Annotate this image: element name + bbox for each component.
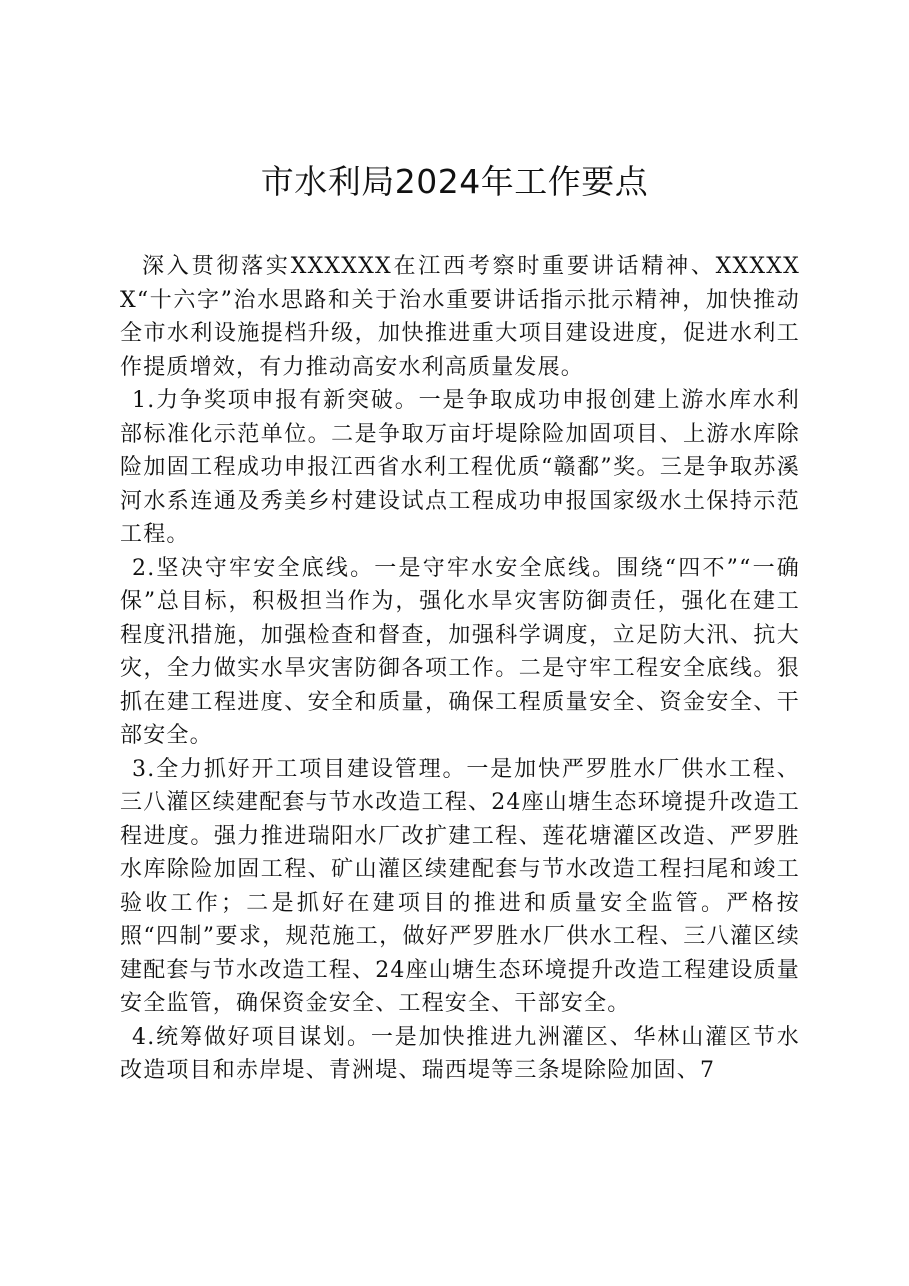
item-paragraph-4: 4.统筹做好项目谋划。一是加快推进九洲灌区、华林山灌区节水改造项目和赤岸堤、青洲堤、瑞西堤等三条堤除险加固、7	[120, 1024, 800, 1083]
item-paragraph-2: 2.坚决守牢安全底线。一是守牢水安全底线。围绕“四不”“一确保”总目标，积极担当作为，强化水旱灾害防御责任，强化在建工程度汛措施，加强检查和督查，加强科学调度，立足防大汛、抗大灾，全力做实水旱灾害防御各项工作。二是守牢工程安全底线。狠抓在建工程进度、安全和质量，确保工程质量安全、资金安全、干部安全。	[120, 555, 800, 748]
document-body	[120, 250, 800, 1088]
item-paragraph-1: 1.力争奖项申报有新突破。一是争取成功申报创建上游水库水利部标准化示范单位。二是争取万亩圩堤除险加固项目、上游水库除险加固工程成功申报江西省水利工程优质“赣鄱”奖。三是争取苏溪河水系连通及秀美乡村建设试点工程成功申报国家级水土保持示范工程。	[120, 388, 800, 547]
document-title: 市水利局2024年工作要点	[260, 162, 649, 201]
intro-paragraph: 深入贯彻落实XXXXXX在江西考察时重要讲话精神、XXXXXX“十六字”治水思路和关于治水重要讲话指示批示精神，加快推动全市水利设施提档升级，加快推进重大项目建设进度，促进水利工作提质增效，有力推动高安水利高质量发展。	[120, 254, 800, 380]
item-paragraph-3: 3.全力抓好开工项目建设管理。一是加快严罗胜水厂供水工程、三八灌区续建配套与节水改造工程、24座山塘生态环境提升改造工程进度。强力推进瑞阳水厂改扩建工程、莲花塘灌区改造、严罗胜水库除险加固工程、矿山灌区续建配套与节水改造工程扫尾和竣工验收工作；二是抓好在建项目的推进和质量安全监管。严格按照“四制”要求，规范施工，做好严罗胜水厂供水工程、三八灌区续建配套与节水改造工程、24座山塘生态环境提升改造工程建设质量安全监管，确保资金安全、工程安全、干部安全。	[120, 756, 800, 1016]
